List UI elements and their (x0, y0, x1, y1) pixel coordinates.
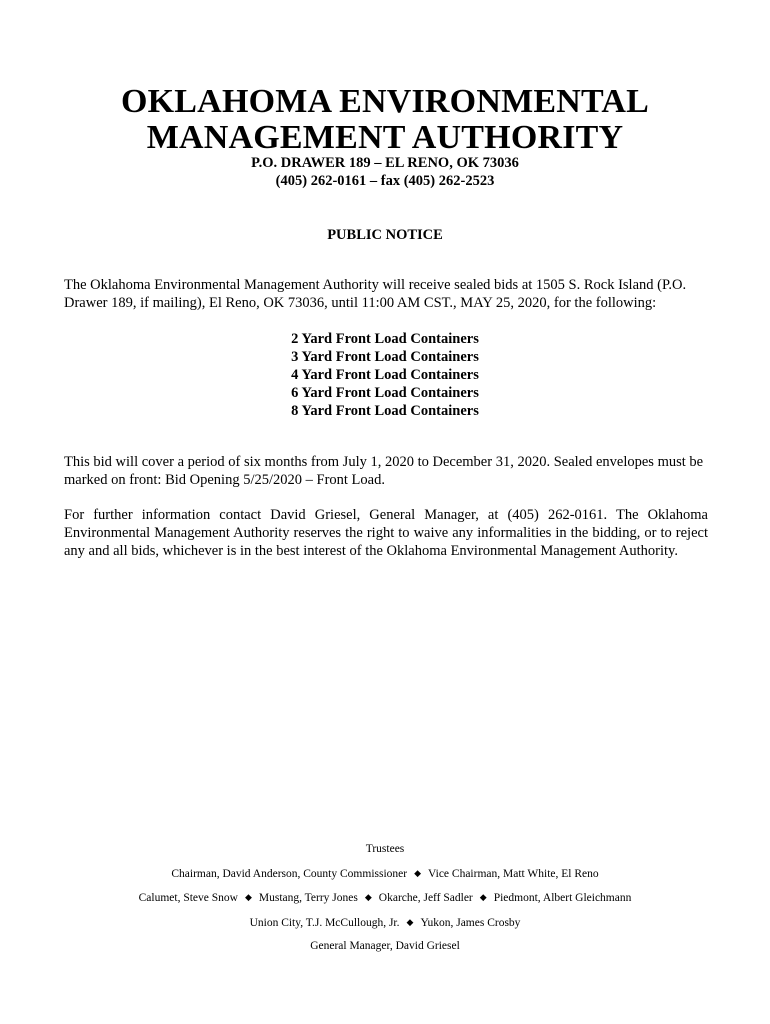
bid-items-list (0, 330, 770, 420)
bid-item: 3 Yard Front Load Containers (291, 349, 479, 365)
diamond-separator-icon: ◆ (479, 892, 487, 902)
trustees-footer (0, 842, 770, 963)
title-line-2: MANAGEMENT AUTHORITY (146, 119, 624, 156)
diamond-separator-icon: ◆ (244, 892, 252, 902)
trustees-line-1 (0, 866, 770, 881)
intro-paragraph: The Oklahoma Environmental Management Authority will receive sealed bids at 1505 S. Rock Island (P.O. Drawer 189, if mailing), El Reno, OK 73036, until 11:00 AM CST., MAY 25, 2020, for the following: (64, 277, 687, 311)
contact-paragraph: For further information contact David Griesel, General Manager, at (405) 262-0161. The Oklahoma Environmental Management Authority reserves the right to waive any informalities in the bidding, or to reject any and all bids, whichever is in the best interest of the Oklahoma Environmental Management Authority. (64, 507, 708, 559)
diamond-separator-icon: ◆ (414, 867, 422, 878)
mailing-address: P.O. DRAWER 189 – EL RENO, OK 73036 (251, 155, 519, 171)
bid-period-paragraph: This bid will cover a period of six months from July 1, 2020 to December 31, 2020. Sealed envelopes must be marked on front: Bid Opening 5/25/2020 – Front Load. (64, 454, 704, 488)
trustee-entry: Yukon, James Crosby (420, 916, 521, 929)
general-manager-line: General Manager, David Griesel (310, 940, 460, 952)
title-line-1: OKLAHOMA ENVIRONMENTAL (121, 83, 649, 120)
diamond-separator-icon: ◆ (364, 892, 372, 902)
trustees-line-3 (0, 915, 770, 930)
diamond-separator-icon: ◆ (406, 916, 414, 927)
trustee-entry: Okarche, Jeff Sadler (378, 892, 473, 904)
notice-heading: PUBLIC NOTICE (327, 227, 443, 243)
bid-item: 2 Yard Front Load Containers (291, 331, 479, 347)
bid-item: 6 Yard Front Load Containers (291, 385, 479, 401)
trustee-entry: Chairman, David Anderson, County Commissioner (171, 867, 408, 880)
phone-fax: (405) 262-0161 – fax (405) 262-2523 (275, 173, 495, 189)
organization-title (0, 84, 770, 156)
trustee-entry: Piedmont, Albert Gleichmann (493, 892, 632, 904)
contact-header (0, 154, 770, 190)
trustee-entry: Mustang, Terry Jones (258, 892, 358, 904)
trustees-line-2 (0, 890, 770, 905)
trustee-entry: Vice Chairman, Matt White, El Reno (428, 867, 599, 880)
trustee-entry: Union City, T.J. McCullough, Jr. (249, 916, 400, 929)
trustee-entry: Calumet, Steve Snow (138, 892, 238, 904)
bid-item: 8 Yard Front Load Containers (291, 403, 479, 419)
bid-item: 4 Yard Front Load Containers (291, 367, 479, 383)
trustees-heading: Trustees (365, 843, 405, 855)
